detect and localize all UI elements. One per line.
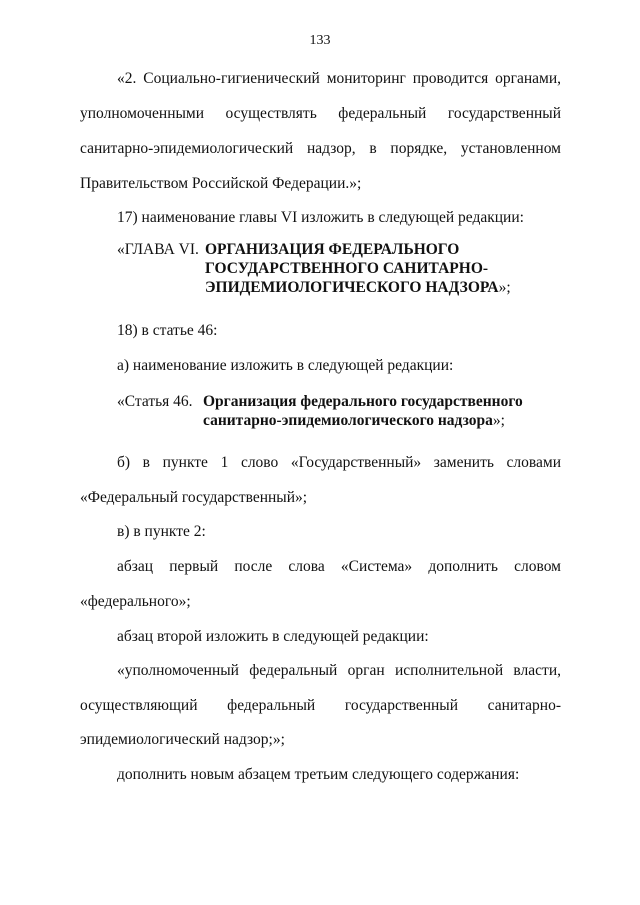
text-line: санитарно-эпидемиологический надзор, в порядке, установленном xyxy=(80,140,561,157)
article-title-line: Организация федерального государственного xyxy=(203,393,523,410)
chapter-heading xyxy=(117,240,511,297)
chapter-title-line: ОРГАНИЗАЦИЯ ФЕДЕРАЛЬНОГО xyxy=(205,241,460,258)
text-line: «уполномоченный федеральный орган исполнительной власти, xyxy=(117,662,561,679)
chapter-suffix: »; xyxy=(498,279,511,296)
item-v: в) в пункте 2: xyxy=(117,523,206,540)
article-prefix: «Статья 46. xyxy=(117,393,193,410)
text-line: абзац первый после слова «Система» дополнить словом xyxy=(117,558,561,575)
chapter-title-line: ГОСУДАРСТВЕННОГО САНИТАРНО- xyxy=(205,260,489,277)
chapter-title-line: ЭПИДЕМИОЛОГИЧЕСКОГО НАДЗОРА xyxy=(205,279,499,296)
text-line: б) в пункте 1 слово «Государственный» заменить словами xyxy=(117,454,561,471)
article-heading xyxy=(117,392,523,430)
text-line: эпидемиологический надзор;»; xyxy=(80,731,285,748)
item-18: 18) в статье 46: xyxy=(117,322,218,339)
abzac-second: абзац второй изложить в следующей редакции: xyxy=(117,628,429,645)
text-line: уполномоченными осуществлять федеральный государственный xyxy=(80,105,561,122)
item-a: а) наименование изложить в следующей редакции: xyxy=(117,357,454,374)
chapter-prefix: «ГЛАВА VI. xyxy=(117,241,199,258)
add-paragraph-line: дополнить новым абзацем третьим следующего содержания: xyxy=(117,766,520,783)
text-line: «Федеральный государственный»; xyxy=(80,489,308,506)
article-suffix: »; xyxy=(492,412,505,429)
text-line: «2. Социально-гигиенический мониторинг проводится органами, xyxy=(117,70,561,87)
article-title-line: санитарно-эпидемиологического надзора xyxy=(203,412,493,429)
text-line: осуществляющий федеральный государственный санитарно- xyxy=(80,697,561,714)
item-17: 17) наименование главы VI изложить в следующей редакции: xyxy=(117,209,524,226)
text-line: Правительством Российской Федерации.»; xyxy=(80,175,362,192)
text-line: «федерального»; xyxy=(80,593,191,610)
page-number: 133 xyxy=(309,33,331,48)
